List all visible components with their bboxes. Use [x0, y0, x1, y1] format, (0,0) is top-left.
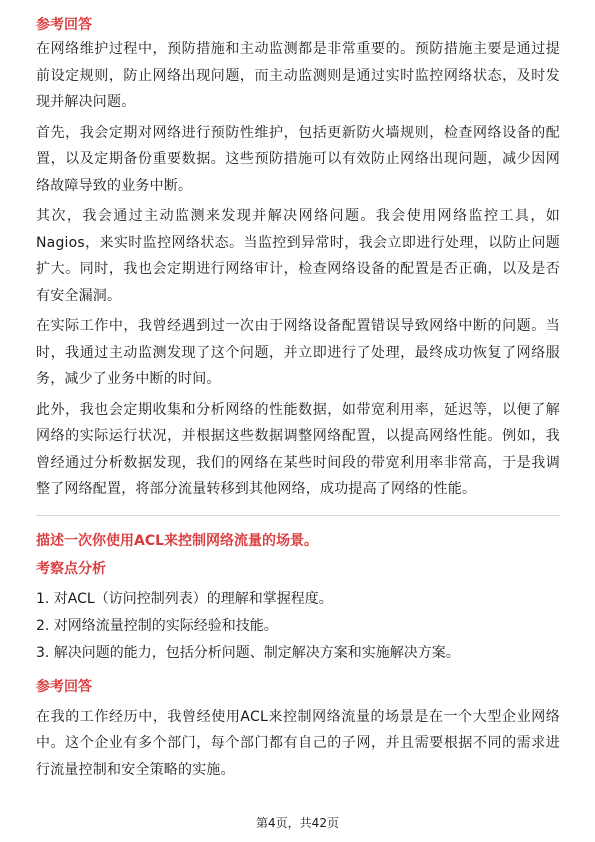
answer-paragraph-5: 此外，我也会定期收集和分析网络的性能数据，如带宽利用率，延迟等，以便了解网络的实际运行状况，并根据这些数据调整网络配置，以提高网络性能。例如，我曾经通过分析数据发现，我们的网络在某些时间段的带宽利用率非常高，于是我调整了网络配置，将部分流量转移到其他网络，成功提高了网络的性能。: [36, 401, 560, 497]
document-page: [36, 14, 560, 783]
analysis-heading: 考察点分析: [36, 560, 106, 577]
answer-heading-1: 参考回答: [36, 17, 92, 33]
answer-paragraph-6: 在我的工作经历中，我曾经使用ACL来控制网络流量的场景是在一个大型企业网络中。这个企业有多个部门，每个部门都有自己的子网，并且需要根据不同的需求进行流量控制和安全策略的实施。: [36, 708, 560, 778]
analysis-item-2: 2. 对网络流量控制的实际经验和技能。: [36, 617, 278, 634]
analysis-item-3: 3. 解决问题的能力，包括分析问题、制定解决方案和实施解决方案。: [36, 644, 460, 661]
question-title: 描述一次你使用ACL来控制网络流量的场景。: [36, 532, 319, 549]
answer-paragraph-1: 在网络维护过程中，预防措施和主动监测都是非常重要的。预防措施主要是通过提前设定规则，防止网络出现问题，而主动监测则是通过实时监控网络状态，及时发现并解决问题。: [36, 41, 560, 110]
section-divider: [36, 515, 560, 516]
answer-paragraph-3: 其次，我会通过主动监测来发现并解决网络问题。我会使用网络监控工具，如Nagios，来实时监控网络状态。当监控到异常时，我会立即进行处理，以防止问题扩大。同时，我也会定期进行网络审计，检查网络设备的配置是否正确，以及是否有安全漏洞。: [36, 208, 560, 304]
analysis-item-1: 1. 对ACL（访问控制列表）的理解和掌握程度。: [36, 590, 333, 607]
answer-paragraph-4: 在实际工作中，我曾经遇到过一次由于网络设备配置错误导致网络中断的问题。当时，我通过主动监测发现了这个问题，并立即进行了处理，最终成功恢复了网络服务，减少了业务中断的时间。: [36, 318, 560, 387]
page-footer: 第4页，共42页: [256, 816, 339, 830]
answer-paragraph-2: 首先，我会定期对网络进行预防性维护，包括更新防火墙规则，检查网络设备的配置，以及定期备份重要数据。这些预防措施可以有效防止网络出现问题，减少因网络故障导致的业务中断。: [36, 124, 560, 194]
answer-heading-2: 参考回答: [36, 678, 92, 695]
